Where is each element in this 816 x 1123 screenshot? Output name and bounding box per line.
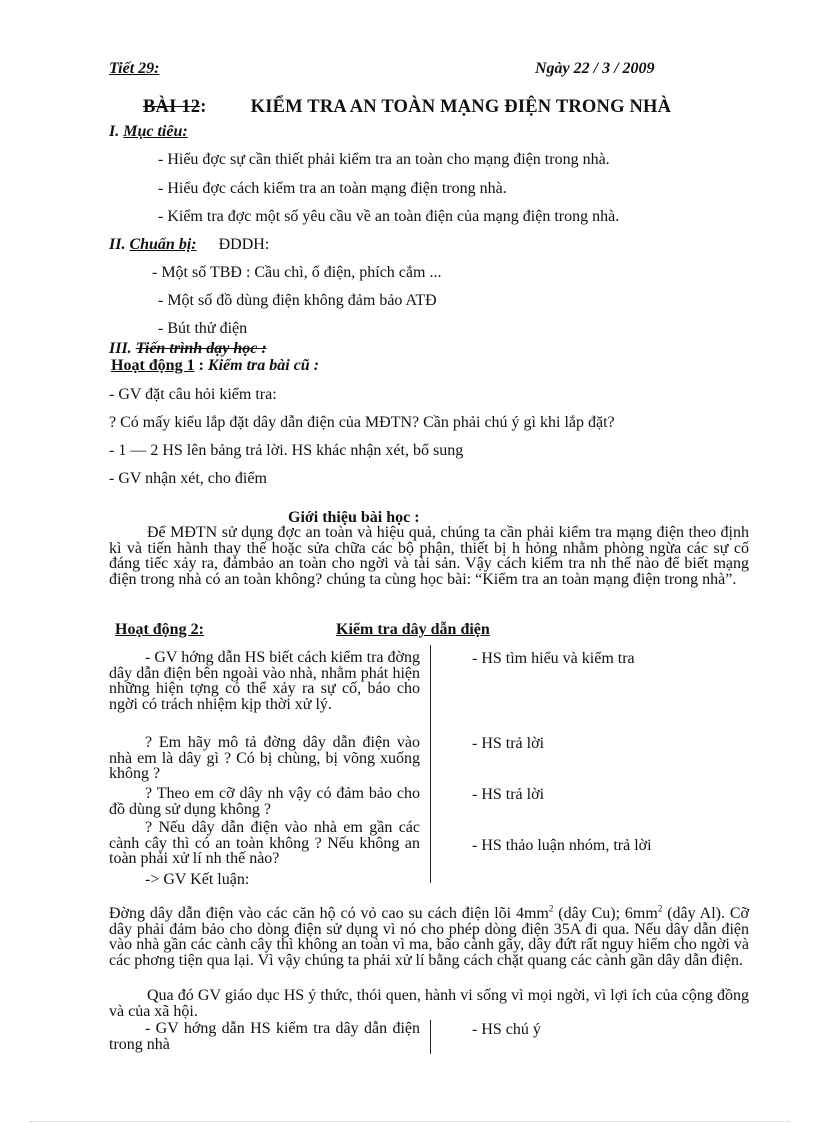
activity2-subtitle: Kiểm tra dây dẫn điện xyxy=(336,621,490,638)
objectives-heading-text: Mục tiêu: xyxy=(123,123,188,140)
conclusion-text: (dây Cu); 6mm xyxy=(553,905,658,922)
conclusion-text: (dây Al). Cỡ dây phải đảm bảo cho dòng điện sử dụng vì nó cho phép dòng điện 35A đi qua. Nếu dây dẫn điện vào nhà gần các cành cây thì không an toàn vì ma, bão cành gãy, dây đứt rất nguy hiểm cho ngời và các phơng tiện qua lại. Vì vậy chúng ta phải xử lí bằng cách chặt quang các cành gần dây dẫn điện. xyxy=(109,905,750,969)
intro-heading: Giới thiệu bài học : xyxy=(288,509,420,526)
activity1-line: - GV nhận xét, cho điểm xyxy=(109,470,267,487)
teacher-cell: - GV hớng dẫn HS biết cách kiểm tra đờng dây dẫn điện bên ngoài vào nhà, nhằm phát hiện những hiện tợng có thể xảy ra sự cố, báo cho ngời có trách nhiệm kịp thời xử lý. xyxy=(109,649,420,713)
activity1-heading xyxy=(111,357,319,375)
student-cell: - HS trả lời xyxy=(472,786,545,803)
table-divider xyxy=(430,645,431,883)
activity1-heading-label: Hoạt động 1 xyxy=(111,357,195,374)
preparation-heading-text: Chuẩn bị: xyxy=(129,236,197,253)
process-heading-num: III. xyxy=(109,340,132,357)
student-cell: - HS chú ý xyxy=(472,1021,541,1038)
teacher-conclusion-label: -> GV Kết luận: xyxy=(145,871,250,888)
teacher-cell: ? Theo em cỡ dây nh vậy có đảm bảo cho đồ dùng sử dụng không ? xyxy=(109,785,420,818)
preparation-item: - Một số TBĐ : Cầu chì, ổ điện, phích cắm ... xyxy=(152,264,442,281)
preparation-heading xyxy=(109,236,269,254)
activity1-sep: : xyxy=(194,357,208,374)
objectives-heading-num: I. xyxy=(109,123,120,140)
student-cell: - HS trả lời xyxy=(472,735,545,752)
conclusion-text: Đờng dây dẫn điện vào các căn hộ có vỏ cao su cách điện lõi 4mm xyxy=(109,905,549,922)
lesson-label: BÀI 12 xyxy=(143,97,201,117)
preparation-equipment-label: ĐDDH: xyxy=(218,236,270,253)
lesson-number: Tiết 29: xyxy=(109,60,160,77)
activity1-line: ? Có mấy kiểu lắp đặt dây dẫn điện của MĐTN? Cần phải chú ý gì khi lắp đặt? xyxy=(109,414,615,431)
student-cell: - HS tìm hiểu và kiểm tra xyxy=(472,650,635,667)
conclusion-paragraph xyxy=(109,903,750,969)
table-divider xyxy=(430,1020,431,1054)
activity1-subtitle: Kiểm tra bài cũ : xyxy=(207,357,320,374)
objective-item: - Hiểu đợc sự cần thiết phải kiểm tra an toàn cho mạng điện trong nhà. xyxy=(158,151,610,168)
process-heading xyxy=(109,340,267,358)
activity2-heading: Hoạt động 2: xyxy=(115,621,204,638)
activity1-line: - GV đặt câu hỏi kiểm tra: xyxy=(109,386,277,403)
teacher-cell: - GV hớng dẫn HS kiểm tra dây dẫn điện trong nhà xyxy=(109,1020,420,1053)
objective-item: - Kiểm tra đợc một số yêu cầu về an toàn điện của mạng điện trong nhà. xyxy=(158,208,620,225)
preparation-item: - Bút thử điện xyxy=(158,320,248,337)
title-text: KIỂM TRA AN TOÀN MẠNG ĐIỆN TRONG NHÀ xyxy=(250,97,672,117)
preparation-heading-num: II. xyxy=(109,236,126,253)
page-edge-divider xyxy=(30,1121,790,1122)
lesson-date: Ngày 22 / 3 / 2009 xyxy=(535,60,655,77)
superscript: 2 xyxy=(548,903,554,914)
superscript: 2 xyxy=(657,903,663,914)
teacher-cell: ? Nếu dây dẫn điện vào nhà em gần các cành cây thì có an toàn không ? Nếu không an toàn phải xử lí nh thế nào? xyxy=(109,819,420,867)
education-paragraph: Qua đó GV giáo dục HS ý thức, thói quen, hành vi sống vì mọi ngời, vì lợi ích của cộng đồng và của xã hội. xyxy=(109,987,749,1020)
objective-item: - Hiểu đợc cách kiểm tra an toàn mạng điện trong nhà. xyxy=(158,180,507,197)
title-colon: : xyxy=(200,97,207,117)
teacher-cell: ? Em hãy mô tả đờng dây dẫn điện vào nhà em là dây gì ? Có bị chùng, bị võng xuống không ? xyxy=(109,734,420,782)
activity1-line: - 1 — 2 HS lên bảng trả lời. HS khác nhận xét, bổ sung xyxy=(109,442,464,459)
intro-paragraph: Để MĐTN sử dụng đợc an toàn và hiệu quả, chúng ta cần phải kiểm tra mạng điện theo định kì và tiến hành thay thế hoặc sửa chữa các bộ phận, thiết bị h hỏng nhằm phòng ngừa các sự cố đáng tiếc xảy ra, đảmbảo an toàn cho ngời và tài sản. Vậy cách kiểm tra nh thế nào để biết mạng điện trong nhà có an toàn không? chúng ta cùng học bài: “Kiểm tra an toàn mạng điện trong nhà”. xyxy=(109,524,749,588)
objectives-heading xyxy=(109,123,188,141)
student-cell: - HS thảo luận nhóm, trả lời xyxy=(472,837,652,854)
process-heading-text: Tiến trình dạy học : xyxy=(135,340,267,357)
lesson-title xyxy=(143,97,671,118)
preparation-item: - Một số đồ dùng điện không đảm bảo ATĐ xyxy=(158,292,437,309)
